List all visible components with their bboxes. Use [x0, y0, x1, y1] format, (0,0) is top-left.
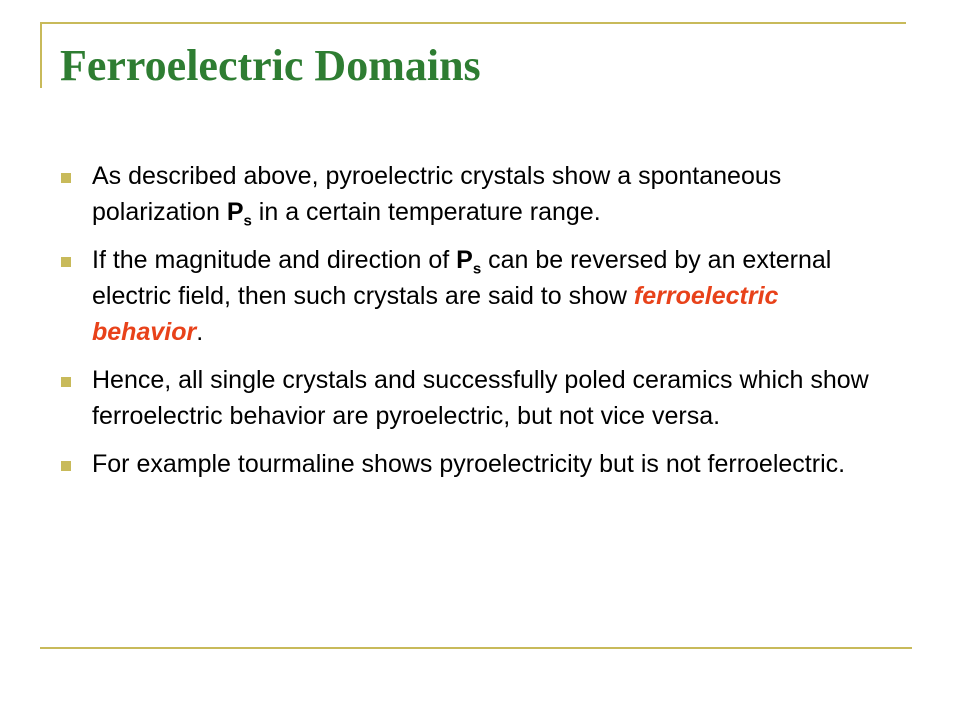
bullet-2-text-middle: can be reversed by an external electric field, then such crystals are said to show: [92, 246, 832, 310]
bullet-3-text: Hence, all single crystals and successfully poled ceramics which show ferroelectric behavior are pyroelectric, but not vice versa.: [92, 366, 869, 430]
ferroelectric-behavior-emphasis: ferroelectric behavior: [92, 282, 779, 346]
bottom-border-line: [40, 647, 912, 649]
bullet-1-text-after: in a certain temperature range.: [251, 198, 601, 226]
square-bullet-icon: [61, 257, 71, 267]
bullet-1-text-before: As described above, pyroelectric crystals show a spontaneous polarization: [92, 162, 782, 226]
polarization-symbol-subscript: s: [472, 260, 482, 278]
bullet-item-1: [60, 158, 870, 230]
square-bullet-icon: [61, 173, 71, 183]
top-border-line: [40, 22, 906, 24]
bullet-item-2: [60, 242, 870, 350]
square-bullet-icon: [61, 377, 71, 387]
polarization-symbol-subscript: s: [243, 212, 252, 230]
square-bullet-icon: [61, 461, 71, 471]
bullet-4-text: For example tourmaline shows pyroelectricity but is not ferroelectric.: [92, 450, 846, 478]
bullet-item-4: [60, 446, 870, 482]
polarization-symbol-letter: P: [226, 198, 244, 226]
polarization-symbol: [456, 246, 482, 278]
bullet-list: [60, 158, 870, 494]
left-border-line: [40, 22, 42, 88]
bullet-2-text-before: If the magnitude and direction of: [92, 246, 457, 274]
bullet-item-3: [60, 362, 870, 434]
bullet-2-text-after: .: [196, 318, 204, 346]
polarization-symbol: [226, 198, 252, 230]
polarization-symbol-letter: P: [456, 246, 473, 274]
slide-title: Ferroelectric Domains: [60, 41, 481, 90]
